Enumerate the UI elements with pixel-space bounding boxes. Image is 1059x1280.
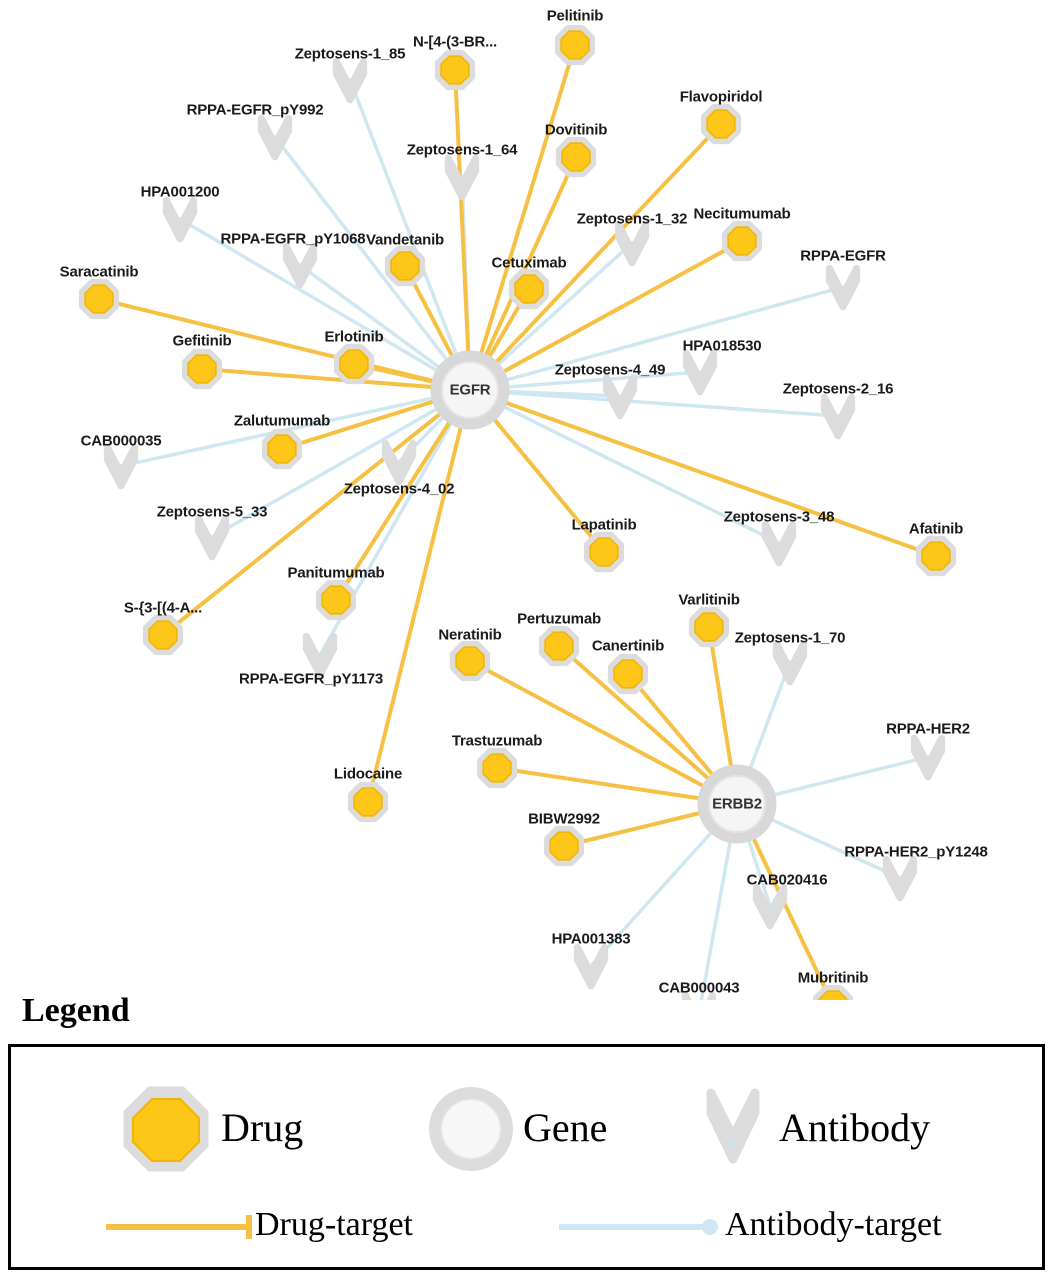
gene-label: EGFR (449, 381, 491, 399)
drug-node[interactable] (480, 751, 513, 784)
drug-node[interactable] (388, 249, 421, 282)
drug-node[interactable] (704, 107, 737, 140)
legend-antibody-icon (711, 1093, 755, 1159)
drug-label: Varlitinib (678, 591, 740, 609)
drug-label: Vandetanib (365, 231, 445, 249)
antibody-label: Zeptosens-4_49 (554, 361, 666, 379)
drug-label: Pertuzumab (517, 610, 601, 628)
antibody-node[interactable] (776, 643, 803, 681)
drug-label: Lapatinib (571, 516, 637, 534)
drug-node[interactable] (351, 785, 384, 818)
antibody-label: RPPA-EGFR_pY992 (186, 101, 324, 119)
antibody-node[interactable] (618, 224, 645, 262)
antibody-node[interactable] (107, 447, 134, 485)
antibody-node[interactable] (306, 636, 333, 674)
drug-node[interactable] (919, 539, 952, 572)
edge-drug-target (470, 45, 575, 390)
drug-label: N-[4-(3-BR... (412, 33, 498, 51)
drug-label: Dovitinib (544, 121, 608, 139)
antibody-node[interactable] (765, 524, 792, 562)
legend-label-drug: Drug (221, 1105, 304, 1150)
drug-label: Trastuzumab (451, 732, 543, 750)
drug-node[interactable] (611, 657, 644, 690)
legend-antibody-target-edge (559, 1219, 718, 1235)
drug-node[interactable] (185, 352, 218, 385)
drug-node[interactable] (337, 347, 370, 380)
drug-node[interactable] (453, 644, 486, 677)
antibody-node[interactable] (286, 246, 313, 284)
drug-label: Necitumumab (693, 205, 791, 223)
drug-label: Neratinib (438, 626, 502, 644)
antibody-label: CAB020416 (746, 871, 828, 889)
antibody-label: CAB000043 (658, 979, 740, 997)
legend-drug-target-edge (106, 1215, 249, 1239)
antibody-label: Zeptosens-1_64 (406, 141, 518, 159)
antibody-label: RPPA-EGFR_pY1173 (238, 670, 384, 688)
antibody-node[interactable] (686, 353, 713, 391)
drug-node[interactable] (542, 629, 575, 662)
antibody-node[interactable] (198, 518, 225, 556)
antibody-node[interactable] (606, 377, 633, 415)
antibody-label: RPPA-HER2_pY1248 (844, 843, 988, 861)
drug-node[interactable] (146, 618, 179, 651)
legend-gene-icon (435, 1093, 507, 1165)
antibody-label: HPA001383 (551, 930, 631, 948)
legend-box (8, 1044, 1045, 1270)
drug-label: Afatinib (908, 520, 964, 538)
antibody-node[interactable] (166, 200, 193, 238)
antibody-node[interactable] (829, 268, 856, 306)
legend-drug-icon (130, 1093, 202, 1165)
drug-label: BIBW2992 (528, 810, 600, 828)
antibody-node[interactable] (756, 887, 783, 925)
drug-node[interactable] (319, 583, 352, 616)
drug-label: Saracatinib (59, 263, 139, 281)
drug-node[interactable] (547, 829, 580, 862)
drug-node[interactable] (265, 432, 298, 465)
drug-label: Mubritinib (797, 969, 869, 987)
drug-label: Zalutumumab (233, 412, 331, 430)
legend-label-gene: Gene (523, 1105, 608, 1150)
antibody-label: Zeptosens-1_85 (294, 45, 406, 63)
antibody-node[interactable] (914, 738, 941, 776)
antibody-node[interactable] (448, 158, 475, 196)
legend-title: Legend (22, 992, 130, 1029)
drug-node[interactable] (587, 535, 620, 568)
antibody-label: RPPA-EGFR_pY1068 (220, 230, 366, 248)
drug-label: Flavopiridol (679, 88, 763, 106)
drug-label: S-{3-[(4-A... (123, 599, 203, 617)
drug-node[interactable] (82, 282, 115, 315)
antibody-node[interactable] (824, 397, 851, 435)
drug-label: Gefitinib (172, 332, 232, 350)
antibody-label: Zeptosens-4_02 (343, 480, 455, 498)
legend-label-antibody-target: Antibody-target (725, 1206, 942, 1243)
antibody-label: RPPA-EGFR (800, 247, 886, 265)
drug-label: Cetuximab (491, 254, 567, 272)
drug-node[interactable] (692, 610, 725, 643)
antibody-label: CAB000035 (80, 432, 162, 450)
drug-label: Erlotinib (324, 328, 384, 346)
drug-label: Panitumumab (287, 564, 385, 582)
legend-label-drug-target: Drug-target (255, 1206, 413, 1243)
drug-node[interactable] (725, 224, 758, 257)
drug-label: Canertinib (591, 637, 665, 655)
antibody-label: Zeptosens-1_32 (576, 210, 688, 228)
gene-label: ERBB2 (712, 795, 762, 813)
drug-node[interactable] (816, 988, 849, 1000)
antibody-label: RPPA-HER2 (886, 720, 970, 738)
drug-node[interactable] (512, 272, 545, 305)
drug-label: Lidocaine (333, 765, 403, 783)
antibody-label: Zeptosens-5_33 (156, 503, 268, 521)
antibody-node[interactable] (577, 947, 604, 985)
drug-node[interactable] (559, 140, 592, 173)
antibody-label: HPA001200 (140, 183, 220, 201)
antibody-label: Zeptosens-3_48 (723, 508, 835, 526)
drug-node[interactable] (438, 53, 471, 86)
antibody-label: HPA018530 (682, 337, 762, 355)
legend-label-antibody: Antibody (779, 1105, 931, 1150)
drug-label: Pelitinib (546, 7, 604, 25)
antibody-label: Zeptosens-2_16 (782, 380, 894, 398)
edge-drug-target (455, 70, 470, 390)
antibody-node[interactable] (336, 61, 363, 99)
drug-node[interactable] (558, 28, 591, 61)
antibody-label: Zeptosens-1_70 (734, 629, 846, 647)
antibody-node[interactable] (886, 859, 913, 897)
